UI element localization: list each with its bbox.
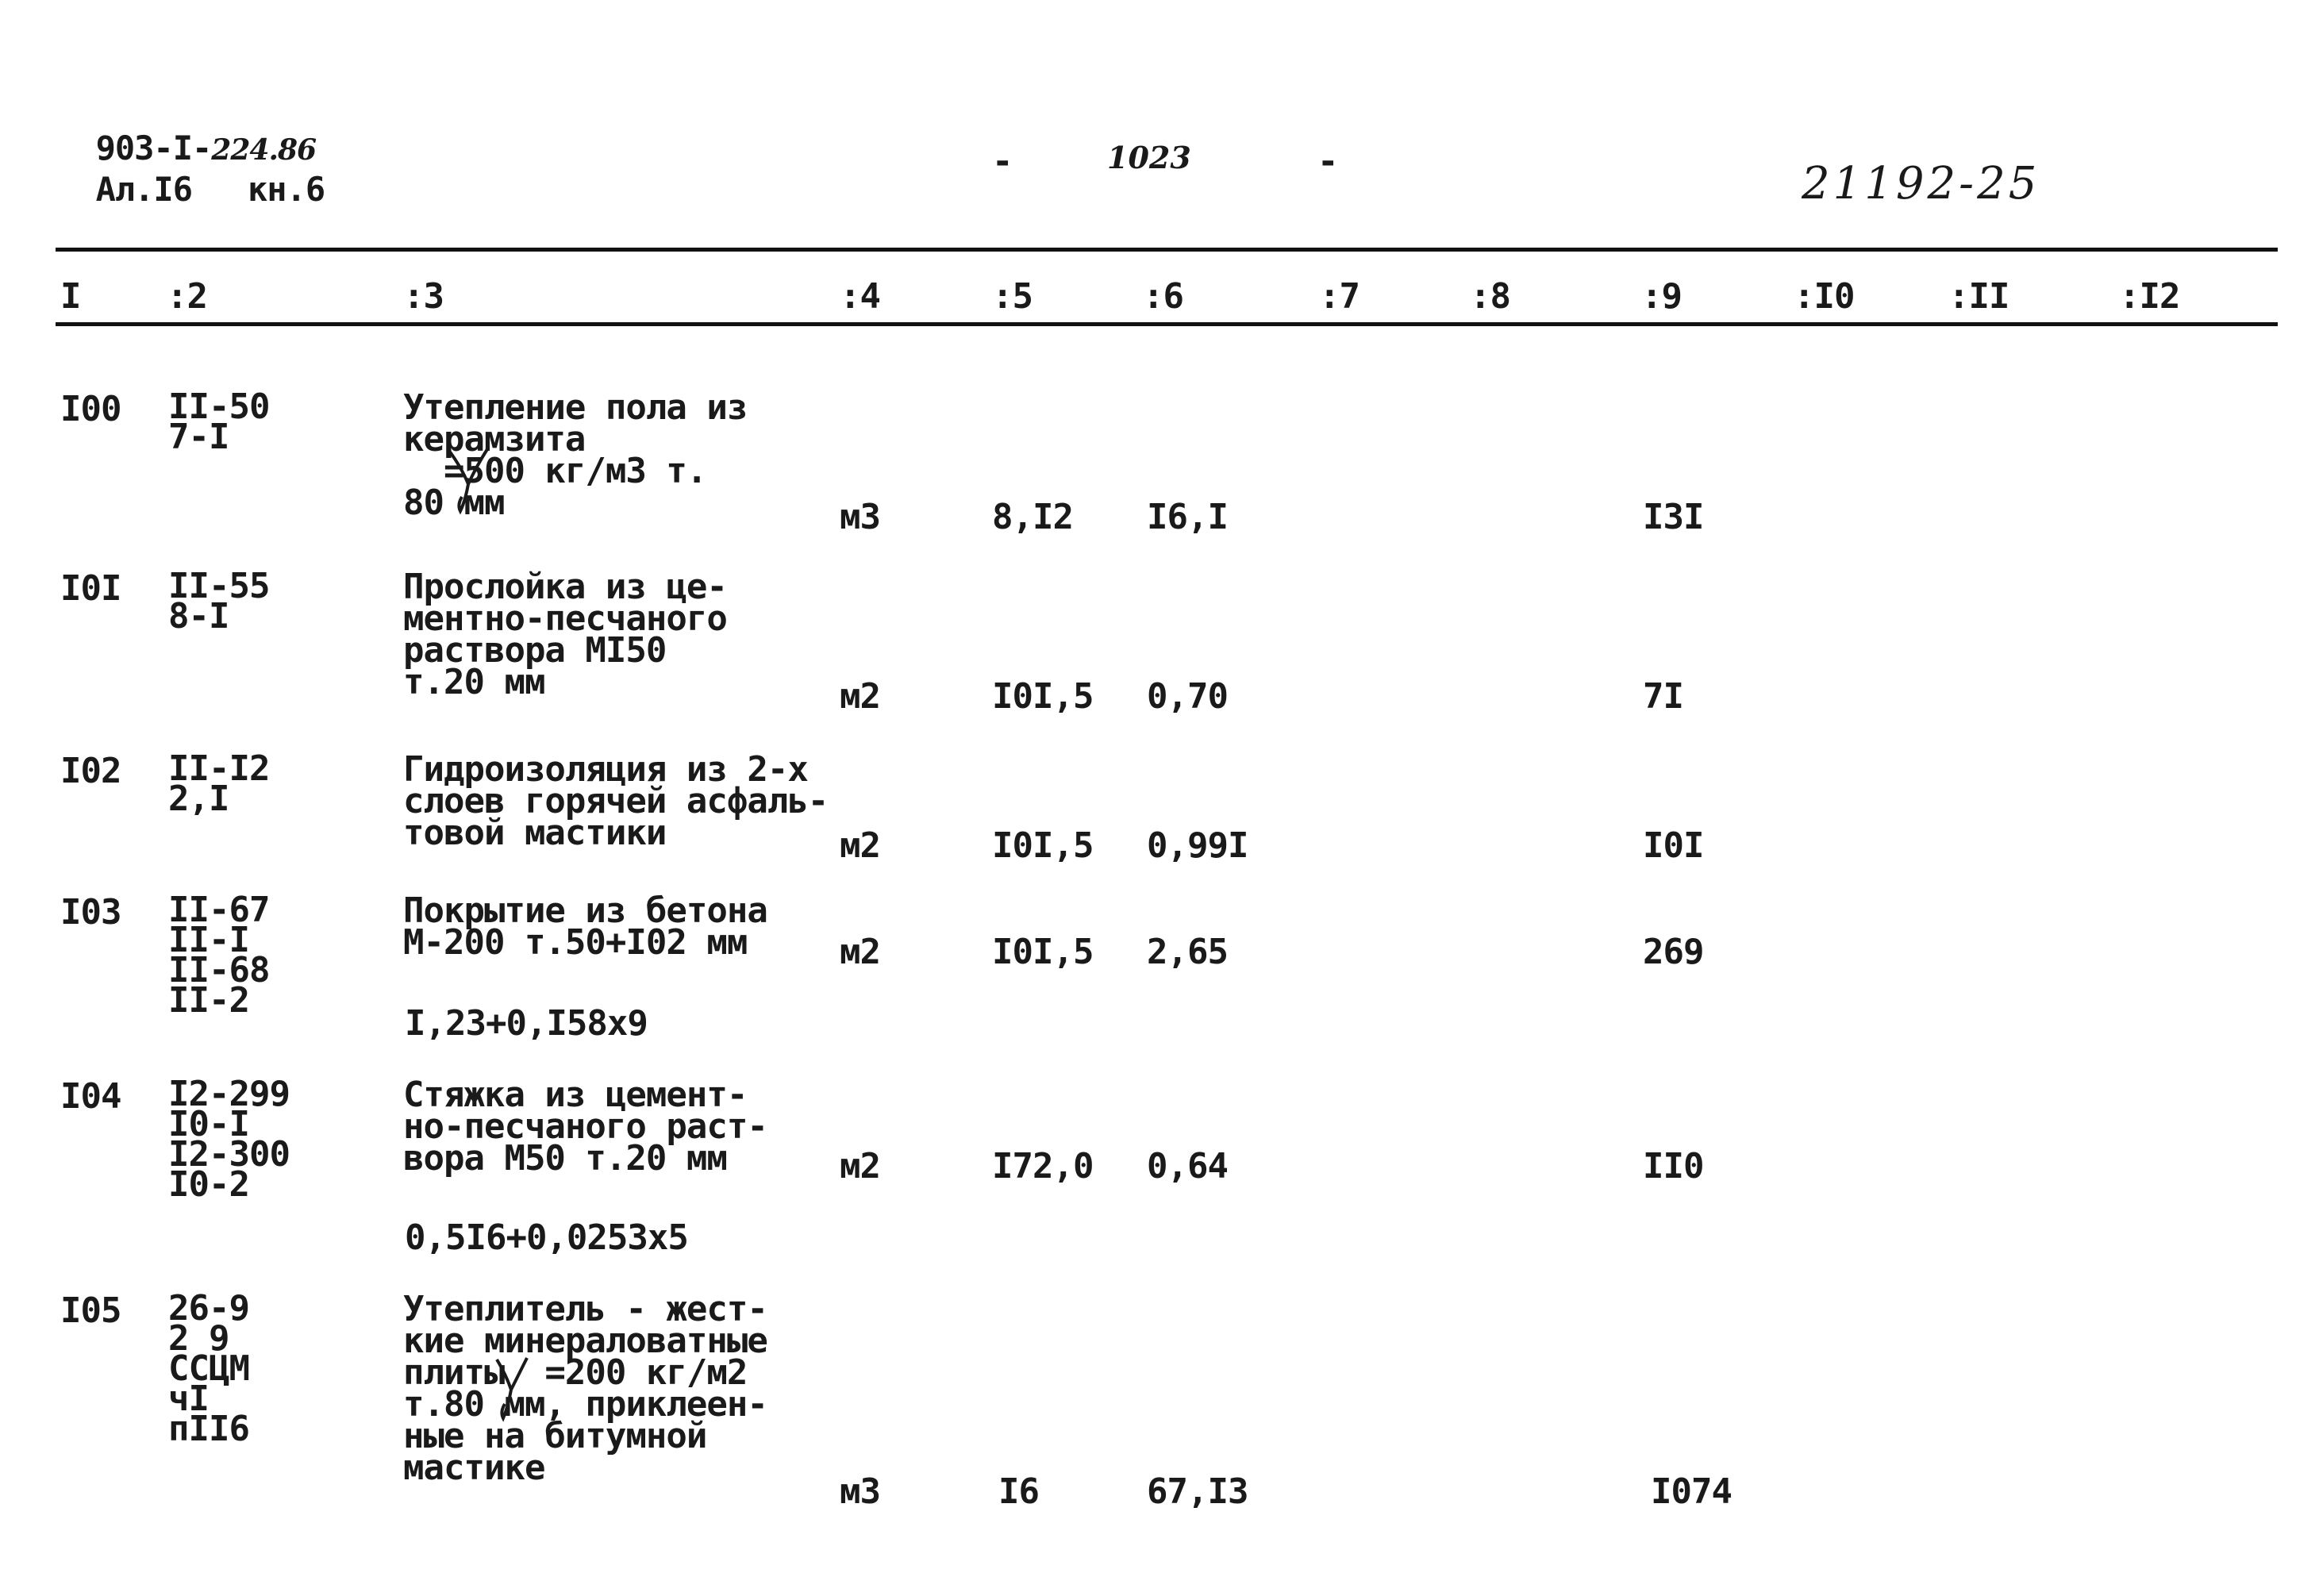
page-dash-left: - <box>992 141 1013 182</box>
row-total: I074 <box>1651 1471 1732 1512</box>
row-price: 2,65 <box>1147 932 1228 972</box>
row-code: II-55 8-I <box>168 566 270 636</box>
row-unit: м2 <box>840 676 880 717</box>
row-price: 0,99I <box>1147 825 1248 866</box>
row-total: II0 <box>1643 1146 1704 1186</box>
row-quantity: I6 <box>998 1471 1039 1512</box>
row-number: I05 <box>60 1290 121 1331</box>
column-header-12: :I2 <box>2119 276 2180 317</box>
column-header-2: :2 <box>167 276 207 317</box>
row-quantity: I0I,5 <box>992 676 1094 717</box>
row-total: 269 <box>1643 932 1704 972</box>
row-quantity: I0I,5 <box>992 825 1094 866</box>
row-description: Покрытие из бетона М-200 т.50+I02 мм <box>403 890 767 963</box>
row-description: Утеплитель - жест- кие минераловатные плиты =200 кг/м2 т.80 мм, приклеен- ные на битумной мастике <box>403 1289 767 1488</box>
row-unit: м2 <box>840 932 880 972</box>
row-formula: I,23+0,I58x9 <box>405 1003 648 1044</box>
row-quantity: I72,0 <box>992 1146 1094 1186</box>
column-header-10: :I0 <box>1794 276 1855 317</box>
column-header-4: :4 <box>840 276 880 317</box>
column-header-11: :II <box>1948 276 2009 317</box>
row-number: I02 <box>60 751 121 791</box>
row-formula: 0,5I6+0,0253x5 <box>405 1217 688 1258</box>
row-total: I3I <box>1643 497 1704 537</box>
row-price: I6,I <box>1147 497 1228 537</box>
header-rule-bottom <box>56 322 2278 326</box>
row-code: II-67 II-I II-68 II-2 <box>168 890 270 1021</box>
row-price: 67,I3 <box>1147 1471 1248 1512</box>
gamma-symbol-mark <box>492 1353 532 1425</box>
row-price: 0,70 <box>1147 676 1228 717</box>
row-number: I04 <box>60 1076 121 1117</box>
row-quantity: I0I,5 <box>992 932 1094 972</box>
row-description: Стяжка из цемент- но-песчаного раст- вора М50 т.20 мм <box>403 1075 767 1179</box>
gamma-symbol-mark <box>444 444 492 516</box>
row-description: Утепление пола из керамзита =500 кг/м3 т. 80 мм <box>403 387 748 523</box>
header-rule-top <box>56 248 2278 252</box>
document-code-handwritten: 224.86 <box>211 133 317 167</box>
row-description: Гидроизоляция из 2-х слоев горячей асфаль- товой мастики <box>403 749 829 853</box>
row-code: II-50 7-I <box>168 387 270 457</box>
row-code: 26-9 2 9 ССЦМ чI пII6 <box>168 1288 249 1449</box>
column-header-7: :7 <box>1319 276 1359 317</box>
page-number: 1023 <box>1107 140 1191 175</box>
row-total: 7I <box>1643 676 1683 717</box>
row-price: 0,64 <box>1147 1146 1228 1186</box>
row-quantity: 8,I2 <box>992 497 1073 537</box>
archive-number: 21192-25 <box>1802 158 2040 210</box>
column-header-3: :3 <box>403 276 444 317</box>
page-dash-right: - <box>1317 141 1338 182</box>
column-header-6: :6 <box>1143 276 1183 317</box>
book-label: кн.6 <box>248 170 325 209</box>
album-label: Ал.I6 <box>95 170 193 209</box>
row-unit: м3 <box>840 1471 880 1512</box>
column-header-5: :5 <box>992 276 1033 317</box>
row-unit: м2 <box>840 825 880 866</box>
album-info <box>57 140 325 209</box>
row-number: I03 <box>60 892 121 933</box>
row-number: I0I <box>60 568 121 609</box>
column-header-1: I <box>60 276 81 317</box>
document-code-printed: 903-I- <box>95 129 212 167</box>
row-unit: м2 <box>840 1146 880 1186</box>
row-description: Прослойка из це- ментно-песчаного раствора МI50 т.20 мм <box>403 567 727 702</box>
column-header-9: :9 <box>1641 276 1682 317</box>
column-header-8: :8 <box>1470 276 1510 317</box>
row-code: I2-299 I0-I I2-300 I0-2 <box>168 1074 290 1205</box>
row-code: II-I2 2,I <box>168 748 270 819</box>
row-total: I0I <box>1643 825 1704 866</box>
row-unit: м3 <box>840 497 880 537</box>
row-number: I00 <box>60 389 121 429</box>
